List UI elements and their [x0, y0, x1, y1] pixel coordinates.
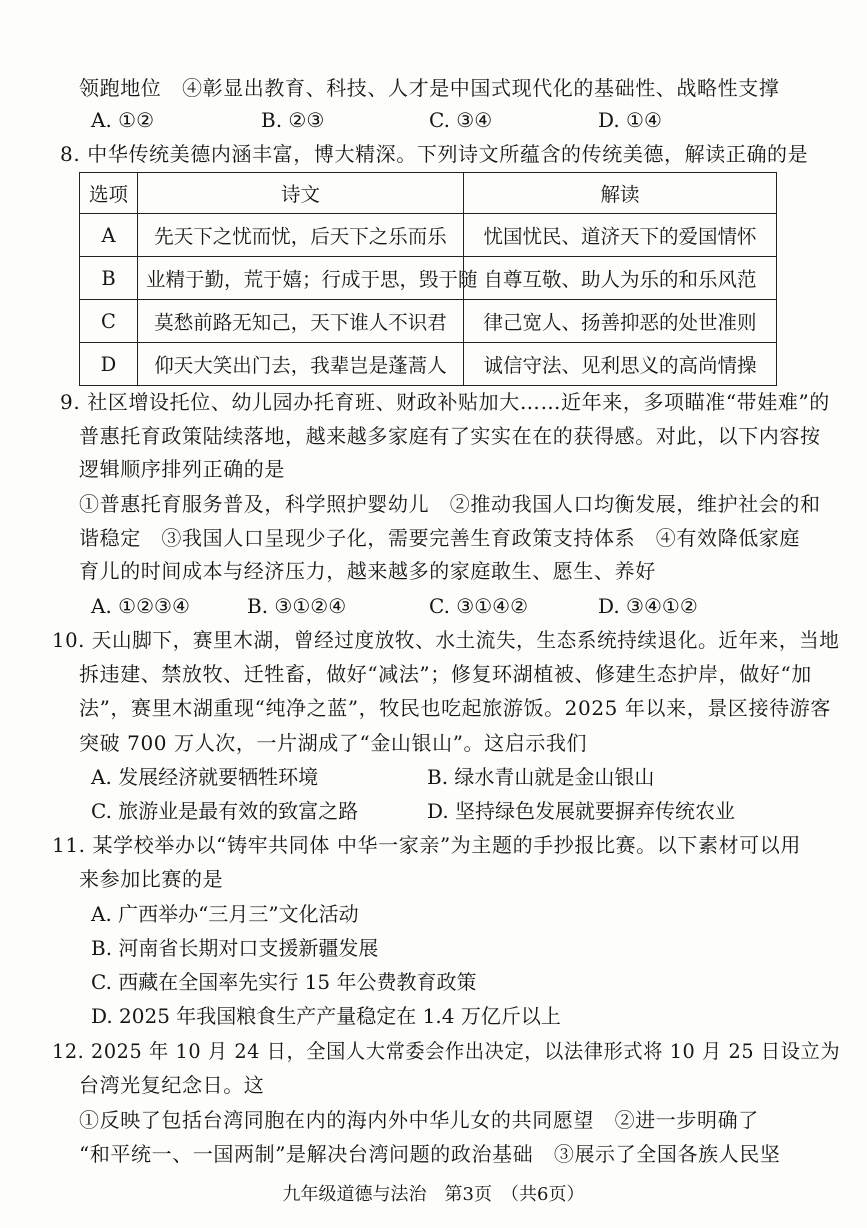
q9-line: 普惠托育政策陆续落地，越来越多家庭有了实实在在的获得感。对此，以下内容按 — [79, 424, 821, 448]
q8-table-header — [80, 173, 777, 214]
q7-text-line: 领跑地位 ④彰显出教育、科技、人才是中国式现代化的基础性、战略性支撑 — [79, 76, 780, 100]
q9-line: 谐稳定 ③我国人口呈现少子化，需要完善生育政策支持体系 ④有效降低家庭 — [79, 526, 800, 550]
q11-option-d: D. 2025 年我国粮食生产产量稳定在 1.4 万亿斤以上 — [91, 1004, 561, 1028]
q8-row-option: C — [80, 300, 138, 343]
q9-line: 育儿的时间成本与经济压力，越来越多的家庭敢生、愿生、养好 — [79, 559, 656, 583]
q8-row-poem: 莫愁前路无知己，天下谁人不识君 — [138, 300, 464, 343]
q8-row-poem: 仰天大笑出门去，我辈岂是蓬蒿人 — [138, 343, 464, 386]
q8-row-interpretation: 诚信守法、见利思义的高尚情操 — [464, 343, 777, 386]
q10-option-a: A. 发展经济就要牺牲环境 — [91, 765, 319, 789]
q8-row-interpretation: 律己宽人、扬善抑恶的处世准则 — [464, 300, 777, 343]
table-row — [80, 214, 777, 257]
q9-line: 逻辑顺序排列正确的是 — [79, 457, 285, 481]
q8-header-poem: 诗文 — [138, 173, 464, 214]
q12-line: “和平统一、一国两制”是解决台湾问题的政治基础 ③展示了全国各族人民坚 — [79, 1142, 781, 1166]
q11-option-a: A. 广西举办“三月三”文化活动 — [91, 902, 359, 926]
q8-row-poem: 业精于勤，荒于嬉；行成于思，毁于随 — [138, 257, 464, 300]
q9-option-a: A. ①②③④ — [91, 594, 190, 618]
q8-row-interpretation: 忧国忧民、道济天下的爱国情怀 — [464, 214, 777, 257]
q12-line: ①反映了包括台湾同胞在内的海内外中华儿女的共同愿望 ②进一步明确了 — [79, 1108, 759, 1132]
q11-option-b: B. 河南省长期对口支援新疆发展 — [91, 936, 379, 960]
q11-option-c: C. 西藏在全国率先实行 15 年公费教育政策 — [91, 970, 477, 994]
q8-row-option: D — [80, 343, 138, 386]
q8-row-option: A — [80, 214, 138, 257]
q8-row-poem: 先天下之忧而忧，后天下之乐而乐 — [138, 214, 464, 257]
table-row — [80, 257, 777, 300]
q10-line: 突破 700 万人次，一片湖成了“金山银山”。这启示我们 — [79, 731, 588, 755]
q12-line: 12. 2025 年 10 月 24 日，全国人大常委会作出决定，以法律形式将 10 月 25 日设立为 — [52, 1039, 841, 1063]
q12-line: 台湾光复纪念日。这 — [79, 1073, 265, 1097]
q8-table — [79, 172, 777, 386]
q9-option-b: B. ③①②④ — [247, 594, 347, 618]
q8-header-interpretation: 解读 — [464, 173, 777, 214]
q9-line: ①普惠托育服务普及，科学照护婴幼儿 ②推动我国人口均衡发展，维护社会的和 — [79, 492, 821, 516]
q7-option-a: A. ①② — [91, 108, 155, 132]
q11-line: 11. 某学校举办以“铸牢共同体 中华一家亲”为主题的手抄报比赛。以下素材可以用 — [52, 833, 801, 857]
table-row — [80, 343, 777, 386]
q7-option-b: B. ②③ — [261, 108, 325, 132]
q8-row-option: B — [80, 257, 138, 300]
q11-line: 来参加比赛的是 — [79, 867, 224, 891]
q10-line: 拆违建、禁放牧、迁牲畜，做好“减法”；修复环湖植被、修建生态护岸，做好“加 — [79, 662, 812, 686]
q7-option-c: C. ③④ — [429, 108, 493, 132]
q9-line: 9. 社区增设托位、幼儿园办托育班、财政补贴加大……近年来，多项瞄准“带娃难”的 — [60, 390, 830, 414]
q7-option-d: D. ①④ — [598, 108, 662, 132]
q8-stem: 8. 中华传统美德内涵丰富，博大精深。下列诗文所蕴含的传统美德，解读正确的是 — [60, 142, 809, 166]
q10-option-b: B. 绿水青山就是金山银山 — [427, 765, 655, 789]
q9-option-d: D. ③④①② — [598, 594, 698, 618]
table-row — [80, 300, 777, 343]
q10-option-c: C. 旅游业是最有效的致富之路 — [91, 799, 359, 823]
q8-header-option: 选项 — [80, 173, 138, 214]
page-footer: 九年级道德与法治 第3页 （共6页） — [282, 1184, 585, 1205]
q9-option-c: C. ③①④② — [429, 594, 529, 618]
q10-line: 法”，赛里木湖重现“纯净之蓝”，牧民也吃起旅游饭。2025 年以来，景区接待游客 — [79, 696, 831, 720]
q10-option-d: D. 坚持绿色发展就要摒弃传统农业 — [427, 799, 736, 823]
q8-row-interpretation: 自尊互敬、助人为乐的和乐风范 — [464, 257, 777, 300]
q10-line: 10. 天山脚下，赛里木湖，曾经过度放牧、水土流失，生态系统持续退化。近年来，当地 — [52, 628, 840, 652]
